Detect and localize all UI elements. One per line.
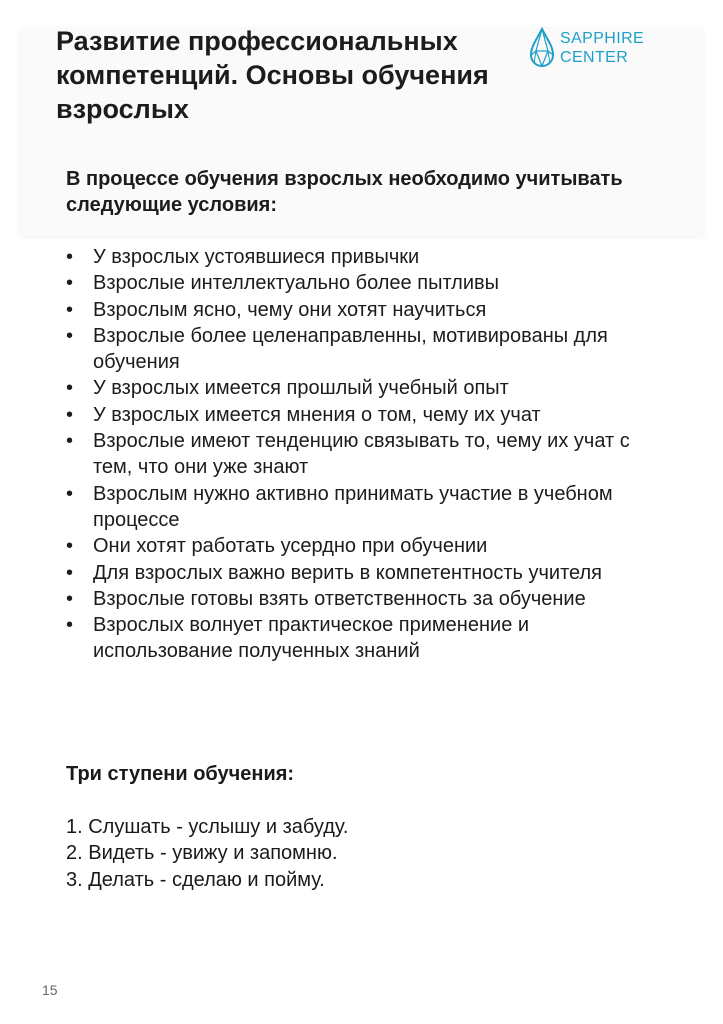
list-item: • У взрослых имеется мнения о том, чему их учат <box>66 402 666 428</box>
logo-line-1: SAPPHIRE <box>560 30 645 47</box>
sapphire-gem-icon <box>528 27 556 71</box>
list-item: • Взрослые интеллектуально более пытливы <box>66 270 666 296</box>
list-item: • Взрослые более целенаправленны, мотивированы для обучения <box>66 323 666 376</box>
conditions-list <box>66 244 666 665</box>
step-item: 2. Видеть - увижу и запомню. <box>66 842 338 865</box>
step-item: 3. Делать - сделаю и пойму. <box>66 868 325 891</box>
logo-text <box>560 29 644 67</box>
list-item: • У взрослых устоявшиеся привычки <box>66 244 666 270</box>
list-item: • Взрослые готовы взять ответственность за обучение <box>66 586 666 612</box>
step-item: 1. Слушать - услышу и забуду. <box>66 816 349 838</box>
list-item: • Для взрослых важно верить в компетентность учителя <box>66 560 666 586</box>
list-item: • Взрослые имеют тенденцию связывать то, чему их учат с тем, что они уже знают <box>66 428 666 481</box>
list-item: • Взрослых волнует практическое применение и использование полученных знаний <box>66 612 666 665</box>
sapphire-center-logo <box>528 27 678 75</box>
list-item: • Взрослым ясно, чему они хотят научиться <box>66 297 666 323</box>
list-item: • Взрослым нужно активно принимать участие в учебном процессе <box>66 481 666 534</box>
intro-heading: В процессе обучения взрослых необходимо учитывать следующие условия: <box>66 168 623 216</box>
page-number: 15 <box>42 982 58 998</box>
steps-heading: Три ступени обучения: <box>66 763 295 785</box>
list-item: • Они хотят работать усердно при обучении <box>66 533 666 559</box>
steps-list <box>66 814 566 893</box>
logo-line-2: CENTER <box>560 49 629 66</box>
page-title: Развитие профессиональных компетенций. Основы обучения взрослых <box>56 26 489 124</box>
list-item: • У взрослых имеется прошлый учебный опыт <box>66 375 666 401</box>
